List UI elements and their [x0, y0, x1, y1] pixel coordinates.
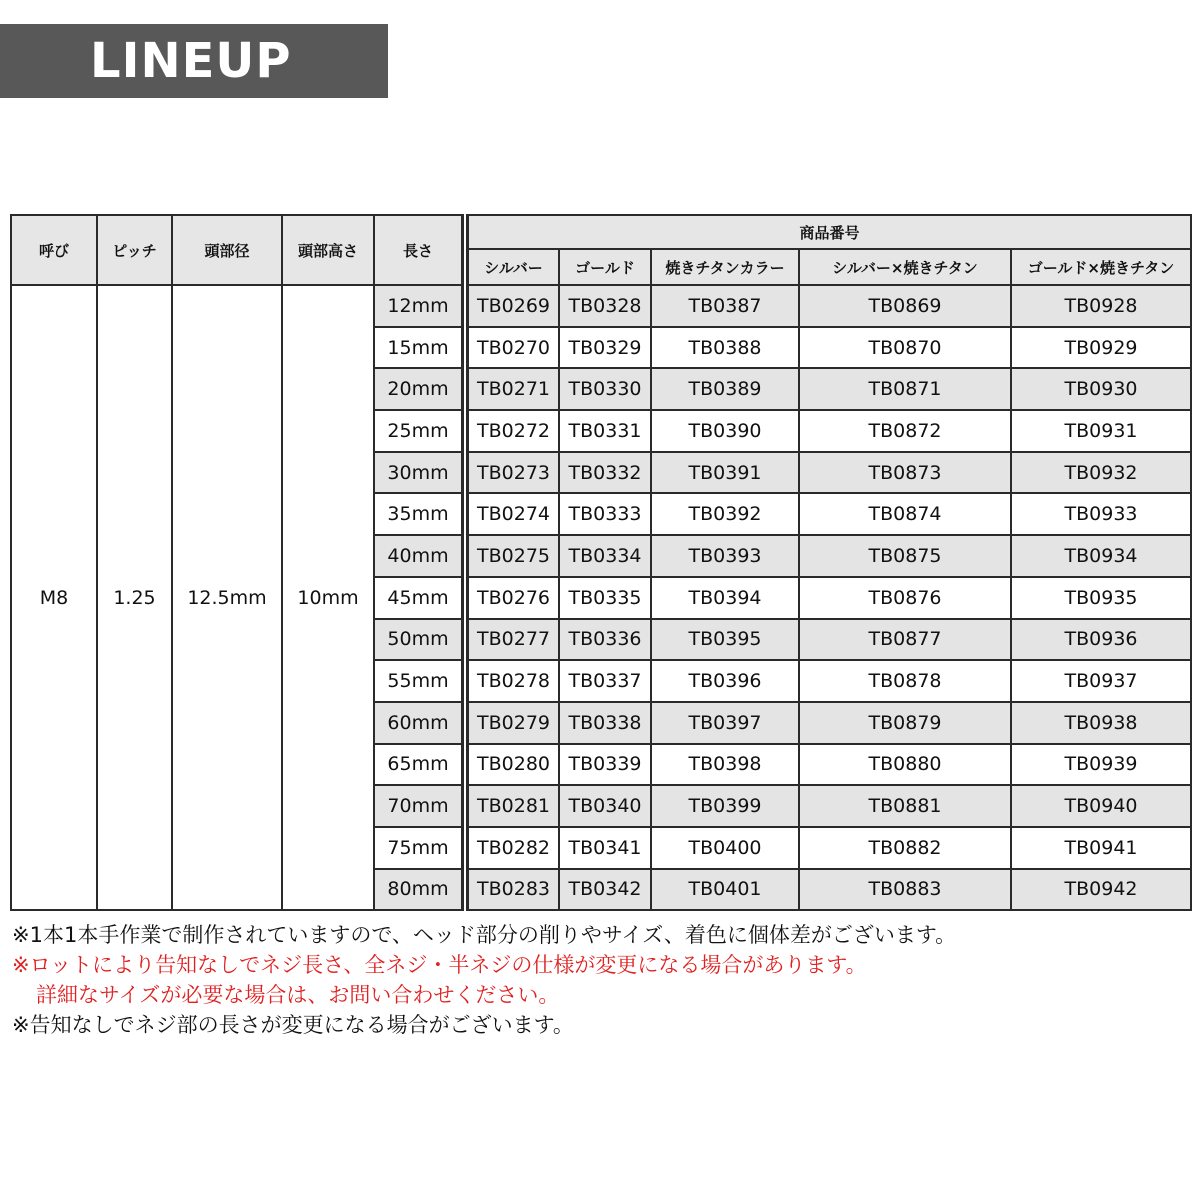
product-code-cell: TB0328	[559, 285, 651, 327]
product-code-cell: TB0937	[1011, 660, 1191, 702]
product-code-cell: TB0872	[799, 410, 1011, 452]
note-line-3: 詳細なサイズが必要な場合は、お問い合わせください。	[36, 983, 560, 1007]
spec-head-height: 10mm	[282, 285, 374, 910]
product-code-cell: TB0395	[651, 619, 799, 661]
header-color-gold-burnt: ゴールド×焼きチタン	[1011, 249, 1191, 285]
note-line-2: ※ロットにより告知なしでネジ長さ、全ネジ・半ネジの仕様が変更になる場合があります。	[12, 953, 867, 977]
length-cell: 12mm	[374, 285, 465, 327]
product-code-cell: TB0342	[559, 869, 651, 911]
header-product-number: 商品番号	[465, 215, 1191, 249]
spec-head-diameter: 12.5mm	[172, 285, 282, 910]
product-code-cell: TB0870	[799, 327, 1011, 369]
header-color-silver-burnt: シルバー×焼きチタン	[799, 249, 1011, 285]
note-line-1: ※1本1本手作業で制作されていますので、ヘッド部分の削りやサイズ、着色に個体差がございます。	[12, 923, 957, 947]
product-code-cell: TB0882	[799, 827, 1011, 869]
notes	[12, 920, 1192, 1040]
length-cell: 25mm	[374, 410, 465, 452]
length-cell: 30mm	[374, 452, 465, 494]
product-code-cell: TB0936	[1011, 619, 1191, 661]
product-code-cell: TB0388	[651, 327, 799, 369]
product-code-cell: TB0934	[1011, 535, 1191, 577]
product-code-cell: TB0879	[799, 702, 1011, 744]
product-code-cell: TB0935	[1011, 577, 1191, 619]
product-code-cell: TB0276	[465, 577, 559, 619]
product-code-cell: TB0396	[651, 660, 799, 702]
product-code-cell: TB0283	[465, 869, 559, 911]
product-code-cell: TB0330	[559, 368, 651, 410]
header-head-height: 頭部高さ	[282, 215, 374, 285]
product-code-cell: TB0282	[465, 827, 559, 869]
product-code-cell: TB0400	[651, 827, 799, 869]
header-color-burnt-titanium: 焼きチタンカラー	[651, 249, 799, 285]
product-code-cell: TB0881	[799, 785, 1011, 827]
product-code-cell: TB0869	[799, 285, 1011, 327]
length-cell: 20mm	[374, 368, 465, 410]
product-code-cell: TB0334	[559, 535, 651, 577]
product-code-cell: TB0393	[651, 535, 799, 577]
length-cell: 40mm	[374, 535, 465, 577]
product-code-cell: TB0933	[1011, 493, 1191, 535]
product-code-cell: TB0336	[559, 619, 651, 661]
header-color-gold: ゴールド	[559, 249, 651, 285]
product-code-cell: TB0874	[799, 493, 1011, 535]
product-code-cell: TB0337	[559, 660, 651, 702]
lineup-banner	[0, 24, 388, 98]
product-code-cell: TB0399	[651, 785, 799, 827]
product-code-cell: TB0928	[1011, 285, 1191, 327]
product-code-cell: TB0338	[559, 702, 651, 744]
header-yobi: 呼び	[11, 215, 97, 285]
length-cell: 35mm	[374, 493, 465, 535]
product-code-cell: TB0941	[1011, 827, 1191, 869]
product-code-cell: TB0341	[559, 827, 651, 869]
spec-pitch: 1.25	[97, 285, 172, 910]
product-code-cell: TB0394	[651, 577, 799, 619]
length-cell: 45mm	[374, 577, 465, 619]
product-code-cell: TB0878	[799, 660, 1011, 702]
header-color-silver: シルバー	[465, 249, 559, 285]
product-code-cell: TB0272	[465, 410, 559, 452]
length-cell: 80mm	[374, 869, 465, 911]
product-code-cell: TB0269	[465, 285, 559, 327]
product-code-cell: TB0279	[465, 702, 559, 744]
product-code-cell: TB0871	[799, 368, 1011, 410]
product-code-cell: TB0332	[559, 452, 651, 494]
product-code-cell: TB0392	[651, 493, 799, 535]
length-cell: 65mm	[374, 744, 465, 786]
product-code-cell: TB0938	[1011, 702, 1191, 744]
lineup-table	[10, 214, 1192, 911]
product-code-cell: TB0339	[559, 744, 651, 786]
length-cell: 50mm	[374, 619, 465, 661]
product-code-cell: TB0331	[559, 410, 651, 452]
product-code-cell: TB0340	[559, 785, 651, 827]
length-cell: 70mm	[374, 785, 465, 827]
product-code-cell: TB0333	[559, 493, 651, 535]
product-code-cell: TB0273	[465, 452, 559, 494]
product-code-cell: TB0270	[465, 327, 559, 369]
product-code-cell: TB0942	[1011, 869, 1191, 911]
spec-yobi: M8	[11, 285, 97, 910]
product-code-cell: TB0875	[799, 535, 1011, 577]
product-code-cell: TB0387	[651, 285, 799, 327]
product-code-cell: TB0398	[651, 744, 799, 786]
product-code-cell: TB0335	[559, 577, 651, 619]
product-code-cell: TB0397	[651, 702, 799, 744]
table-row	[11, 285, 1191, 327]
header-head-diameter: 頭部径	[172, 215, 282, 285]
header-pitch: ピッチ	[97, 215, 172, 285]
product-code-cell: TB0931	[1011, 410, 1191, 452]
product-code-cell: TB0876	[799, 577, 1011, 619]
product-code-cell: TB0930	[1011, 368, 1191, 410]
product-code-cell: TB0271	[465, 368, 559, 410]
product-code-cell: TB0274	[465, 493, 559, 535]
length-cell: 55mm	[374, 660, 465, 702]
product-code-cell: TB0401	[651, 869, 799, 911]
product-code-cell: TB0873	[799, 452, 1011, 494]
length-cell: 75mm	[374, 827, 465, 869]
product-code-cell: TB0883	[799, 869, 1011, 911]
product-code-cell: TB0278	[465, 660, 559, 702]
length-cell: 60mm	[374, 702, 465, 744]
product-code-cell: TB0389	[651, 368, 799, 410]
product-code-cell: TB0329	[559, 327, 651, 369]
note-line-4: ※告知なしでネジ部の長さが変更になる場合がございます。	[12, 1013, 574, 1037]
product-code-cell: TB0877	[799, 619, 1011, 661]
product-code-cell: TB0940	[1011, 785, 1191, 827]
product-code-cell: TB0880	[799, 744, 1011, 786]
product-code-cell: TB0939	[1011, 744, 1191, 786]
product-code-cell: TB0281	[465, 785, 559, 827]
product-code-cell: TB0932	[1011, 452, 1191, 494]
banner-title: LINEUP	[90, 33, 292, 89]
header-length: 長さ	[374, 215, 465, 285]
length-cell: 15mm	[374, 327, 465, 369]
product-code-cell: TB0391	[651, 452, 799, 494]
header-row-1	[11, 215, 1191, 249]
product-code-cell: TB0929	[1011, 327, 1191, 369]
product-code-cell: TB0275	[465, 535, 559, 577]
product-code-cell: TB0280	[465, 744, 559, 786]
product-code-cell: TB0390	[651, 410, 799, 452]
product-code-cell: TB0277	[465, 619, 559, 661]
